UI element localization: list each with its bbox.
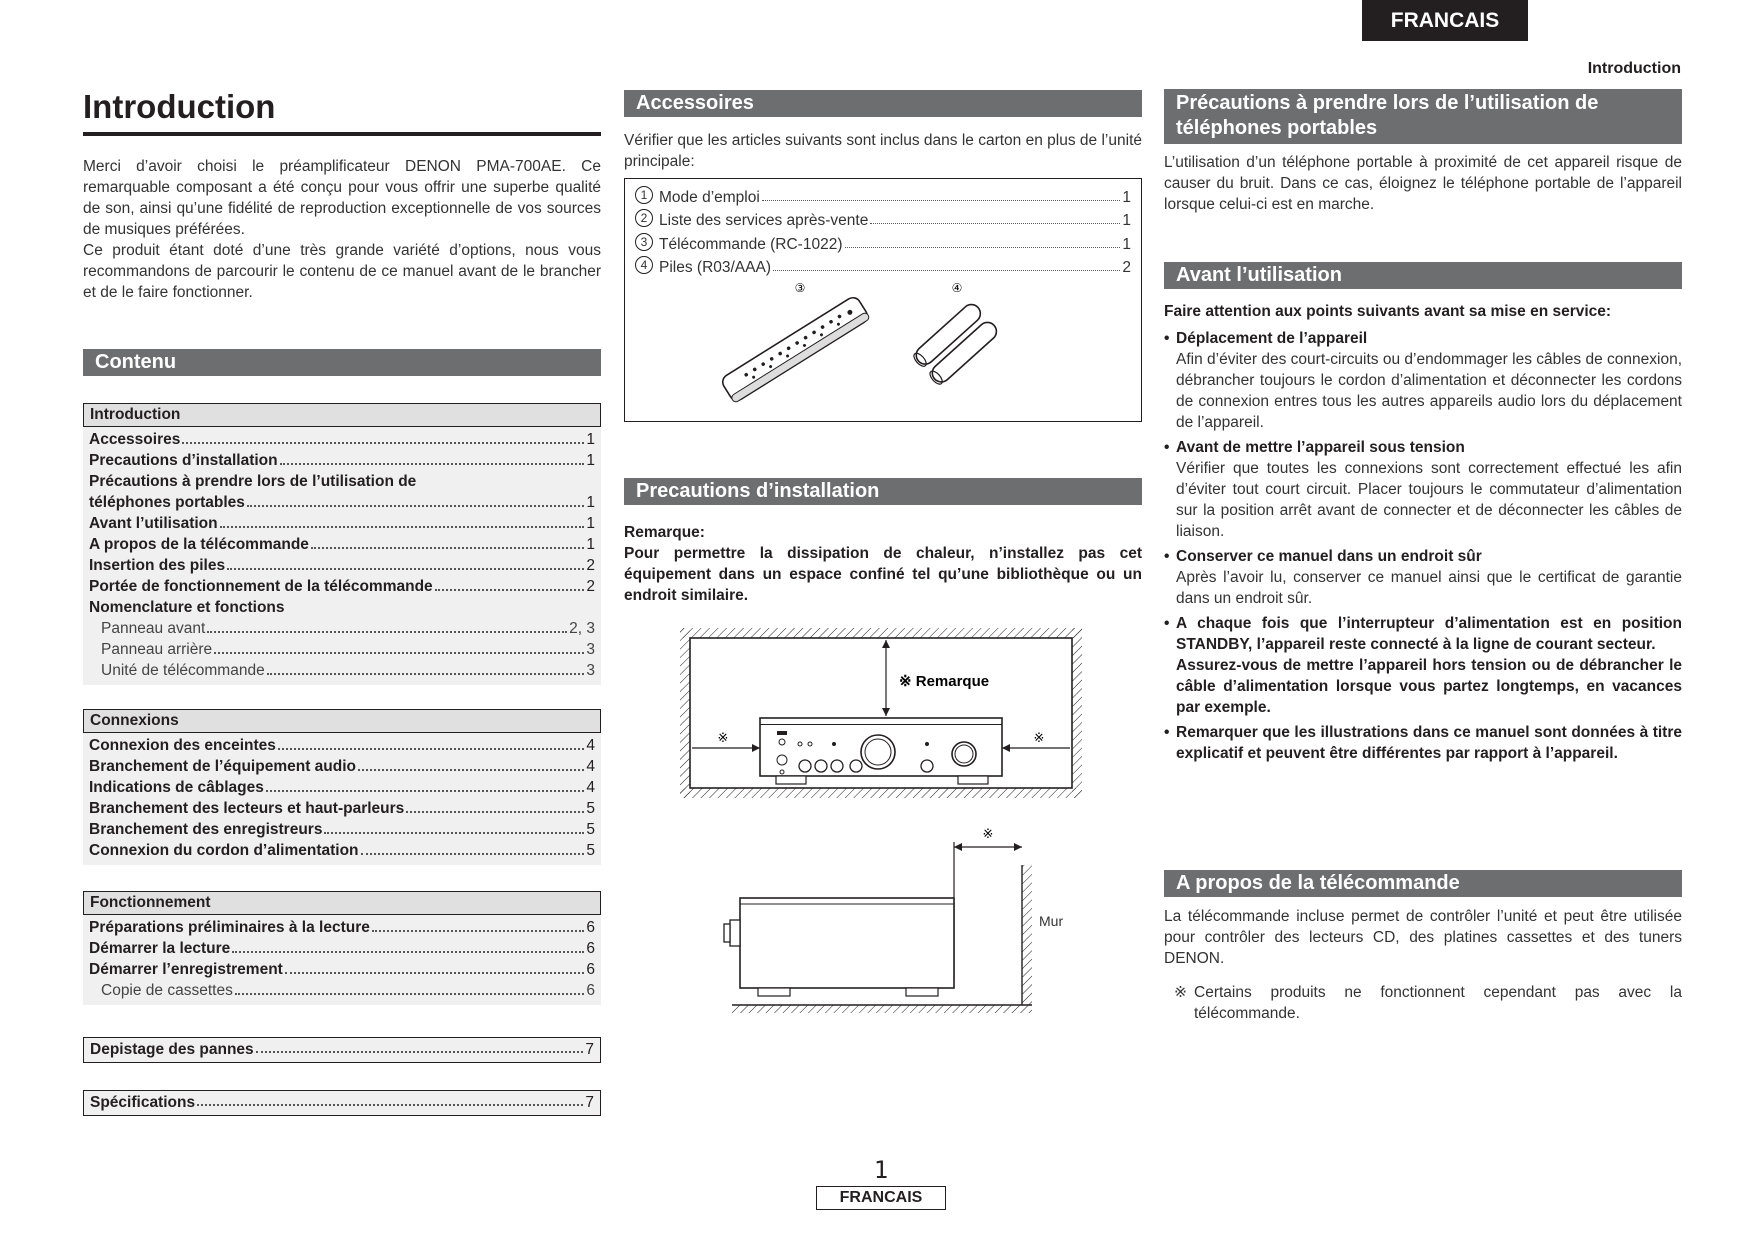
remote-heading: A propos de la télécommande [1164, 870, 1682, 897]
toc-entry-text: Indications de câblages [89, 779, 264, 796]
toc-entry-page: 2 [586, 578, 595, 595]
clearance-mark-right: ※ [1033, 730, 1045, 745]
clearance-mark-left: ※ [717, 730, 729, 745]
toc-entry-text: Précautions à prendre lors de l’utilisation de [89, 473, 417, 490]
toc-entry-page: 7 [585, 1094, 594, 1111]
toc-entry-page: 5 [586, 842, 595, 859]
accessories-heading: Accessoires [624, 90, 1142, 117]
toc-entry-page: 6 [586, 982, 595, 999]
toc-entry-page: 1 [586, 536, 595, 553]
before-use-list [1164, 301, 1682, 768]
toc-entry-page: 4 [586, 779, 595, 796]
toc-entry-page: 3 [586, 641, 595, 658]
toc-entry-text: Accessoires [89, 431, 181, 448]
toc-entry[interactable] [89, 450, 595, 471]
toc-entry-text: Connexion du cordon d’alimentation [89, 842, 359, 859]
toc-entry-text: A propos de la télécommande [89, 536, 309, 553]
intro-paragraph-1: Merci d’avoir choisi le préamplificateur DENON PMA-700AE. Ce remarquable composant a été conçu pour vous offrir une superbe qualité de son, ainsi qu’une fidélité de reproduction exceptionnelle de vos sources de musiques préférées. [83, 158, 601, 238]
accessories-intro: Vérifier que les articles suivants sont inclus dans le carton en plus de l’unité principale: [624, 132, 1142, 170]
before-use-item [1164, 546, 1682, 609]
accessory-item [635, 254, 1131, 278]
footer-language: FRANCAIS [816, 1186, 946, 1210]
toc-entry-page: 2 [586, 557, 595, 574]
intro-text [83, 156, 601, 303]
toc-entry[interactable] [89, 840, 595, 861]
accessory-name: Télécommande (RC-1022) [659, 235, 843, 253]
accessory-item [635, 230, 1131, 254]
toc-entry-page: 4 [586, 737, 595, 754]
toc-entry[interactable] [89, 959, 595, 980]
toc-entry-text: Branchement des enregistreurs [89, 821, 323, 838]
item-body: Après l’avoir lu, conserver ce manuel ainsi que le certificat de garantie dans un endroit sûr. [1176, 569, 1682, 607]
toc-entry-page: 2, 3 [569, 620, 595, 637]
accessory-number: 1 [635, 186, 653, 204]
figure-label-batteries: ④ [951, 281, 963, 295]
toc-entry-text: Démarrer la lecture [89, 940, 231, 957]
toc-entry-text: Precautions d’installation [89, 452, 278, 469]
toc-entry-text: Démarrer l’enregistrement [89, 961, 283, 978]
toc-subentry[interactable] [89, 980, 595, 1001]
item-title: • Remarquer que les illustrations dans ce manuel sont données à titre explicatif et peuvent être différentes par rapport à l’appareil. [1176, 724, 1682, 762]
installation-remark [624, 522, 1142, 606]
item-body: Vérifier que toutes les connexions sont correctement effectué les afin d’éviter tout court circuit. Placer toujours le commutateur d’alimentation sur la position arrêt avant de connecter et de déconnecter les câbles de liaison. [1176, 460, 1682, 540]
toc-entry[interactable] [89, 576, 595, 597]
item-body: Assurez-vous de mettre l’appareil hors tension ou de débrancher le câble d’alimentation lorsque vous partez longtemps, en vacances par exemple. [1176, 657, 1682, 716]
batteries-icon [911, 301, 1000, 387]
toc-group-introduction [83, 403, 601, 685]
toc-group-title: Connexions [83, 709, 601, 733]
toc-entry-text: Depistage des pannes [90, 1041, 254, 1058]
toc-entry-text: Copie de cassettes [101, 982, 233, 999]
before-use-item [1164, 437, 1682, 542]
toc-entry-text: Panneau arrière [101, 641, 213, 658]
accessory-number: 2 [635, 209, 653, 227]
intro-paragraph-2: Ce produit étant doté d’une très grande variété d’options, nous vous recommandons de parcourir le contenu de ce manuel avant de le brancher et de le faire fonctionner. [83, 242, 601, 301]
toc-entry-text: Portée de fonctionnement de la télécommande [89, 578, 433, 595]
wall-label: Mur [1039, 913, 1064, 929]
toc-entry[interactable] [89, 756, 595, 777]
toc-entry-page: 4 [586, 758, 595, 775]
remote-note [1164, 982, 1682, 1024]
contents-heading: Contenu [83, 349, 601, 376]
toc-entry[interactable] [89, 492, 595, 513]
note-mark: ※ [1174, 984, 1187, 1001]
accessories-box [624, 178, 1142, 422]
remark-callout: ※ Remarque [899, 673, 990, 690]
before-use-item [1164, 328, 1682, 433]
installation-heading: Precautions d’installation [624, 478, 1142, 505]
accessory-qty: 1 [1122, 212, 1131, 229]
toc-group-fonctionnement [83, 891, 601, 1005]
toc-entry-text: Préparations préliminaires à la lecture [89, 919, 370, 936]
item-title: • Conserver ce manuel dans un endroit sûr [1176, 548, 1482, 565]
toc-entry[interactable] [89, 777, 595, 798]
remark-text: Pour permettre la dissipation de chaleur, n’installez pas cet équipement dans un espace confiné tel qu’une bibliothèque ou un endroit similaire. [624, 545, 1142, 604]
note-text: Certains produits ne fonctionnent cependant pas avec la télécommande. [1194, 984, 1682, 1022]
toc-entry-text: Branchement des lecteurs et haut-parleurs [89, 800, 405, 817]
toc-entry-text: Panneau avant [101, 620, 206, 637]
accessory-qty: 1 [1122, 235, 1131, 253]
toc-entry[interactable] [89, 819, 595, 840]
toc-entry-text: Avant l’utilisation [89, 515, 218, 532]
phones-text: L’utilisation d’un téléphone portable à proximité de cet appareil risque de causer du bruit. Dans ce cas, éloignez le téléphone portable de l’appareil lorsque celui-ci est en marche. [1164, 154, 1682, 213]
remote-text: La télécommande incluse permet de contrôler l’unité et peut être utilisée pour contrôler des lecteurs CD, des platines cassettes et des tuners DENON. [1164, 908, 1682, 967]
accessory-qty: 2 [1122, 259, 1131, 276]
toc-entry[interactable] [89, 429, 595, 450]
toc-subentry[interactable] [89, 618, 595, 639]
language-tab: FRANCAIS [1362, 0, 1528, 41]
toc-entry-page: 6 [586, 940, 595, 957]
toc-entry-specifications[interactable] [83, 1090, 601, 1116]
toc-entry-text: Branchement de l’équipement audio [89, 758, 356, 775]
before-use-item [1164, 613, 1682, 718]
toc-entry-text: Connexion des enceintes [89, 737, 276, 754]
accessory-name: Mode d’emploi [659, 188, 760, 206]
page-title: Introduction [83, 88, 601, 136]
installation-diagram [624, 620, 1142, 1040]
item-title: • Avant de mettre l’appareil sous tension [1176, 439, 1465, 456]
remote-control-icon [720, 295, 871, 404]
toc-entry[interactable] [89, 555, 595, 576]
accessory-item [635, 183, 1131, 207]
toc-entry-text: téléphones portables [89, 494, 245, 511]
item-title: • A chaque fois que l’interrupteur d’alimentation est en position STANDBY, l’appareil reste connecté à la ligne de courant secteur. [1176, 615, 1682, 653]
toc-entry-text: Spécifications [90, 1094, 196, 1111]
toc-entry-page: 5 [586, 821, 595, 838]
accessory-item [635, 207, 1131, 231]
toc-entry[interactable] [89, 534, 595, 555]
toc-entry-page: 7 [585, 1041, 594, 1058]
toc-entry-text: Nomenclature et fonctions [89, 599, 285, 616]
toc-entry-page: 5 [586, 800, 595, 817]
page-number: 1 [873, 1156, 889, 1184]
toc-subentry[interactable] [89, 639, 595, 660]
accessory-number: 4 [635, 256, 653, 274]
item-body: Afin d’éviter des court-circuits ou d’endommager les câbles de connexion, débrancher toujours le cordon d’alimentation et déconnecter les cordons de connexion entres tous les autres appareils audio lors du déplacement de l’appareil. [1176, 351, 1682, 431]
cabinet-illustration [680, 628, 1082, 798]
toc-entry-page: 1 [586, 494, 595, 511]
toc-entry-page: 3 [586, 662, 595, 679]
wall-clearance-illustration [724, 826, 1063, 1013]
toc-group-title: Fonctionnement [83, 891, 601, 915]
accessories-illustration [635, 279, 1131, 414]
toc-entry-text: Unité de télécommande [101, 662, 265, 679]
accessory-qty: 1 [1122, 188, 1131, 206]
accessory-name: Piles (R03/AAA) [659, 259, 771, 276]
toc-entry[interactable] [89, 597, 595, 618]
toc-entry-page: 1 [586, 431, 595, 448]
accessory-name: Liste des services après-vente [659, 212, 869, 229]
clearance-mark-rear: ※ [982, 826, 994, 841]
figure-label-remote: ③ [794, 281, 806, 295]
toc-entry[interactable] [89, 513, 595, 534]
toc-entry[interactable] [89, 917, 595, 938]
before-use-heading: Avant l’utilisation [1164, 262, 1682, 289]
toc-entry-page: 1 [586, 515, 595, 532]
running-head: Introduction [1587, 60, 1681, 77]
toc-entry-page: 6 [586, 919, 595, 936]
toc-entry[interactable] [89, 471, 595, 492]
toc-entry-text: Insertion des piles [89, 557, 226, 574]
toc-subentry[interactable] [89, 660, 595, 681]
toc-entry[interactable] [89, 798, 595, 819]
toc-entry-page: 6 [586, 961, 595, 978]
toc-entry[interactable] [89, 735, 595, 756]
toc-group-connexions [83, 709, 601, 865]
toc-entry-page: 1 [586, 452, 595, 469]
toc-entry[interactable] [89, 938, 595, 959]
before-use-lead: Faire attention aux points suivants avant sa mise en service: [1164, 303, 1612, 320]
phones-heading: Précautions à prendre lors de l’utilisation de téléphones portables [1164, 89, 1682, 144]
toc-entry-depistage[interactable] [83, 1037, 601, 1063]
item-title: • Déplacement de l’appareil [1176, 330, 1368, 347]
toc-group-title: Introduction [83, 403, 601, 427]
accessory-number: 3 [635, 233, 653, 251]
before-use-item [1164, 722, 1682, 764]
remark-label: Remarque: [624, 524, 705, 541]
